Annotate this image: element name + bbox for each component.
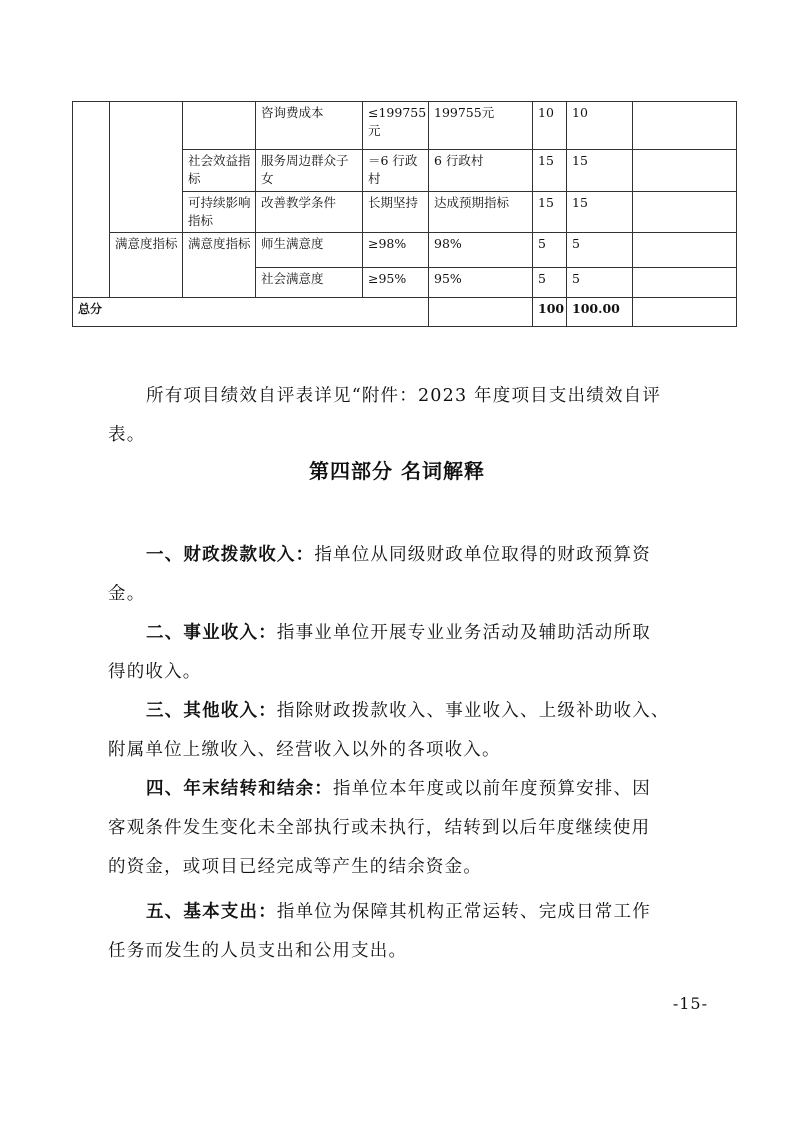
term-text: 客观条件发生变化未全部执行或未执行，结转到以后年度继续使用 xyxy=(108,818,651,838)
table-cell: 10 xyxy=(567,102,633,150)
table-cell xyxy=(110,102,183,233)
table-cell: ≤199755元 xyxy=(363,102,429,150)
term-text: 指除财政拨款收入、事业收入、上级补助收入、 xyxy=(276,701,670,721)
term-label: 三、其他收入： xyxy=(146,701,277,721)
intro-line: 所有项目绩效自评表详见“附件：2023 年度项目支出绩效自评 xyxy=(146,386,662,406)
table-cell: 199755元 xyxy=(429,102,533,150)
table-cell: 社会满意度 xyxy=(256,268,363,298)
table-cell: 10 xyxy=(533,102,567,150)
section-title: 第四部分 名词解释 xyxy=(309,459,485,483)
table-cell: 改善教学条件 xyxy=(256,192,363,233)
term-text: 的资金，或项目已经完成等产生的结余资金。 xyxy=(108,857,482,877)
table-cell: 满意度指标 xyxy=(110,233,183,298)
term-text: 得的收入。 xyxy=(108,662,202,682)
table-cell xyxy=(633,192,737,233)
table-cell: 社会效益指标 xyxy=(183,150,256,192)
term-text: 指事业单位开展专业业务活动及辅助活动所取 xyxy=(276,623,651,643)
table-row xyxy=(73,233,737,268)
table-cell: 咨询费成本 xyxy=(256,102,363,150)
table-cell xyxy=(429,298,533,327)
table-cell xyxy=(183,102,256,150)
table-cell xyxy=(633,102,737,150)
table-cell xyxy=(633,298,737,327)
table-cell: 服务周边群众子女 xyxy=(256,150,363,192)
term-definition xyxy=(108,536,708,614)
table-cell: 15 xyxy=(533,150,567,192)
intro-line: 表。 xyxy=(108,425,146,445)
table-cell: 15 xyxy=(567,150,633,192)
term-text: 指单位为保障其机构正常运转、完成日常工作 xyxy=(276,902,651,922)
performance-table xyxy=(72,101,737,327)
table-cell: 满意度指标 xyxy=(183,233,256,298)
table-cell: 95% xyxy=(429,268,533,298)
term-text: 附属单位上缴收入、经营收入以外的各项收入。 xyxy=(108,740,501,760)
total-label: 总分 xyxy=(73,298,429,327)
table-cell: 可持续影响指标 xyxy=(183,192,256,233)
term-definition xyxy=(108,770,708,887)
table-cell: 达成预期指标 xyxy=(429,192,533,233)
term-text: 指单位从同级财政单位取得的财政预算资 xyxy=(314,545,651,565)
table-total-row xyxy=(73,298,737,327)
total-actual: 100.00 xyxy=(567,298,633,327)
term-label: 五、基本支出： xyxy=(146,902,277,922)
table-cell: 5 xyxy=(567,268,633,298)
intro-paragraph xyxy=(108,377,708,455)
term-definition xyxy=(108,893,708,971)
table-cell xyxy=(633,150,737,192)
term-label: 一、财政拨款收入： xyxy=(146,545,315,565)
page-number: -15- xyxy=(672,994,708,1013)
term-label: 四、年末结转和结余： xyxy=(146,779,333,799)
table-cell xyxy=(633,233,737,268)
term-definition xyxy=(108,614,708,692)
table-cell: 15 xyxy=(567,192,633,233)
term-label: 二、事业收入： xyxy=(146,623,277,643)
table-cell: 长期坚持 xyxy=(363,192,429,233)
table-cell: 师生满意度 xyxy=(256,233,363,268)
table-cell: 98% xyxy=(429,233,533,268)
term-text: 金。 xyxy=(108,584,146,604)
term-text: 指单位本年度或以前年度预算安排、因 xyxy=(333,779,651,799)
table-cell: ≥98% xyxy=(363,233,429,268)
table-cell: 5 xyxy=(533,268,567,298)
table-cell: ≥95% xyxy=(363,268,429,298)
term-text: 任务而发生的人员支出和公用支出。 xyxy=(108,941,408,961)
table-cell: 6 行政村 xyxy=(429,150,533,192)
table-cell xyxy=(633,268,737,298)
term-definition xyxy=(108,692,708,770)
table-cell xyxy=(73,102,110,298)
table-cell: 5 xyxy=(567,233,633,268)
total-score: 100 xyxy=(533,298,567,327)
table-cell: ＝6 行政村 xyxy=(363,150,429,192)
table-row xyxy=(73,102,737,150)
table-cell: 5 xyxy=(533,233,567,268)
table-cell: 15 xyxy=(533,192,567,233)
